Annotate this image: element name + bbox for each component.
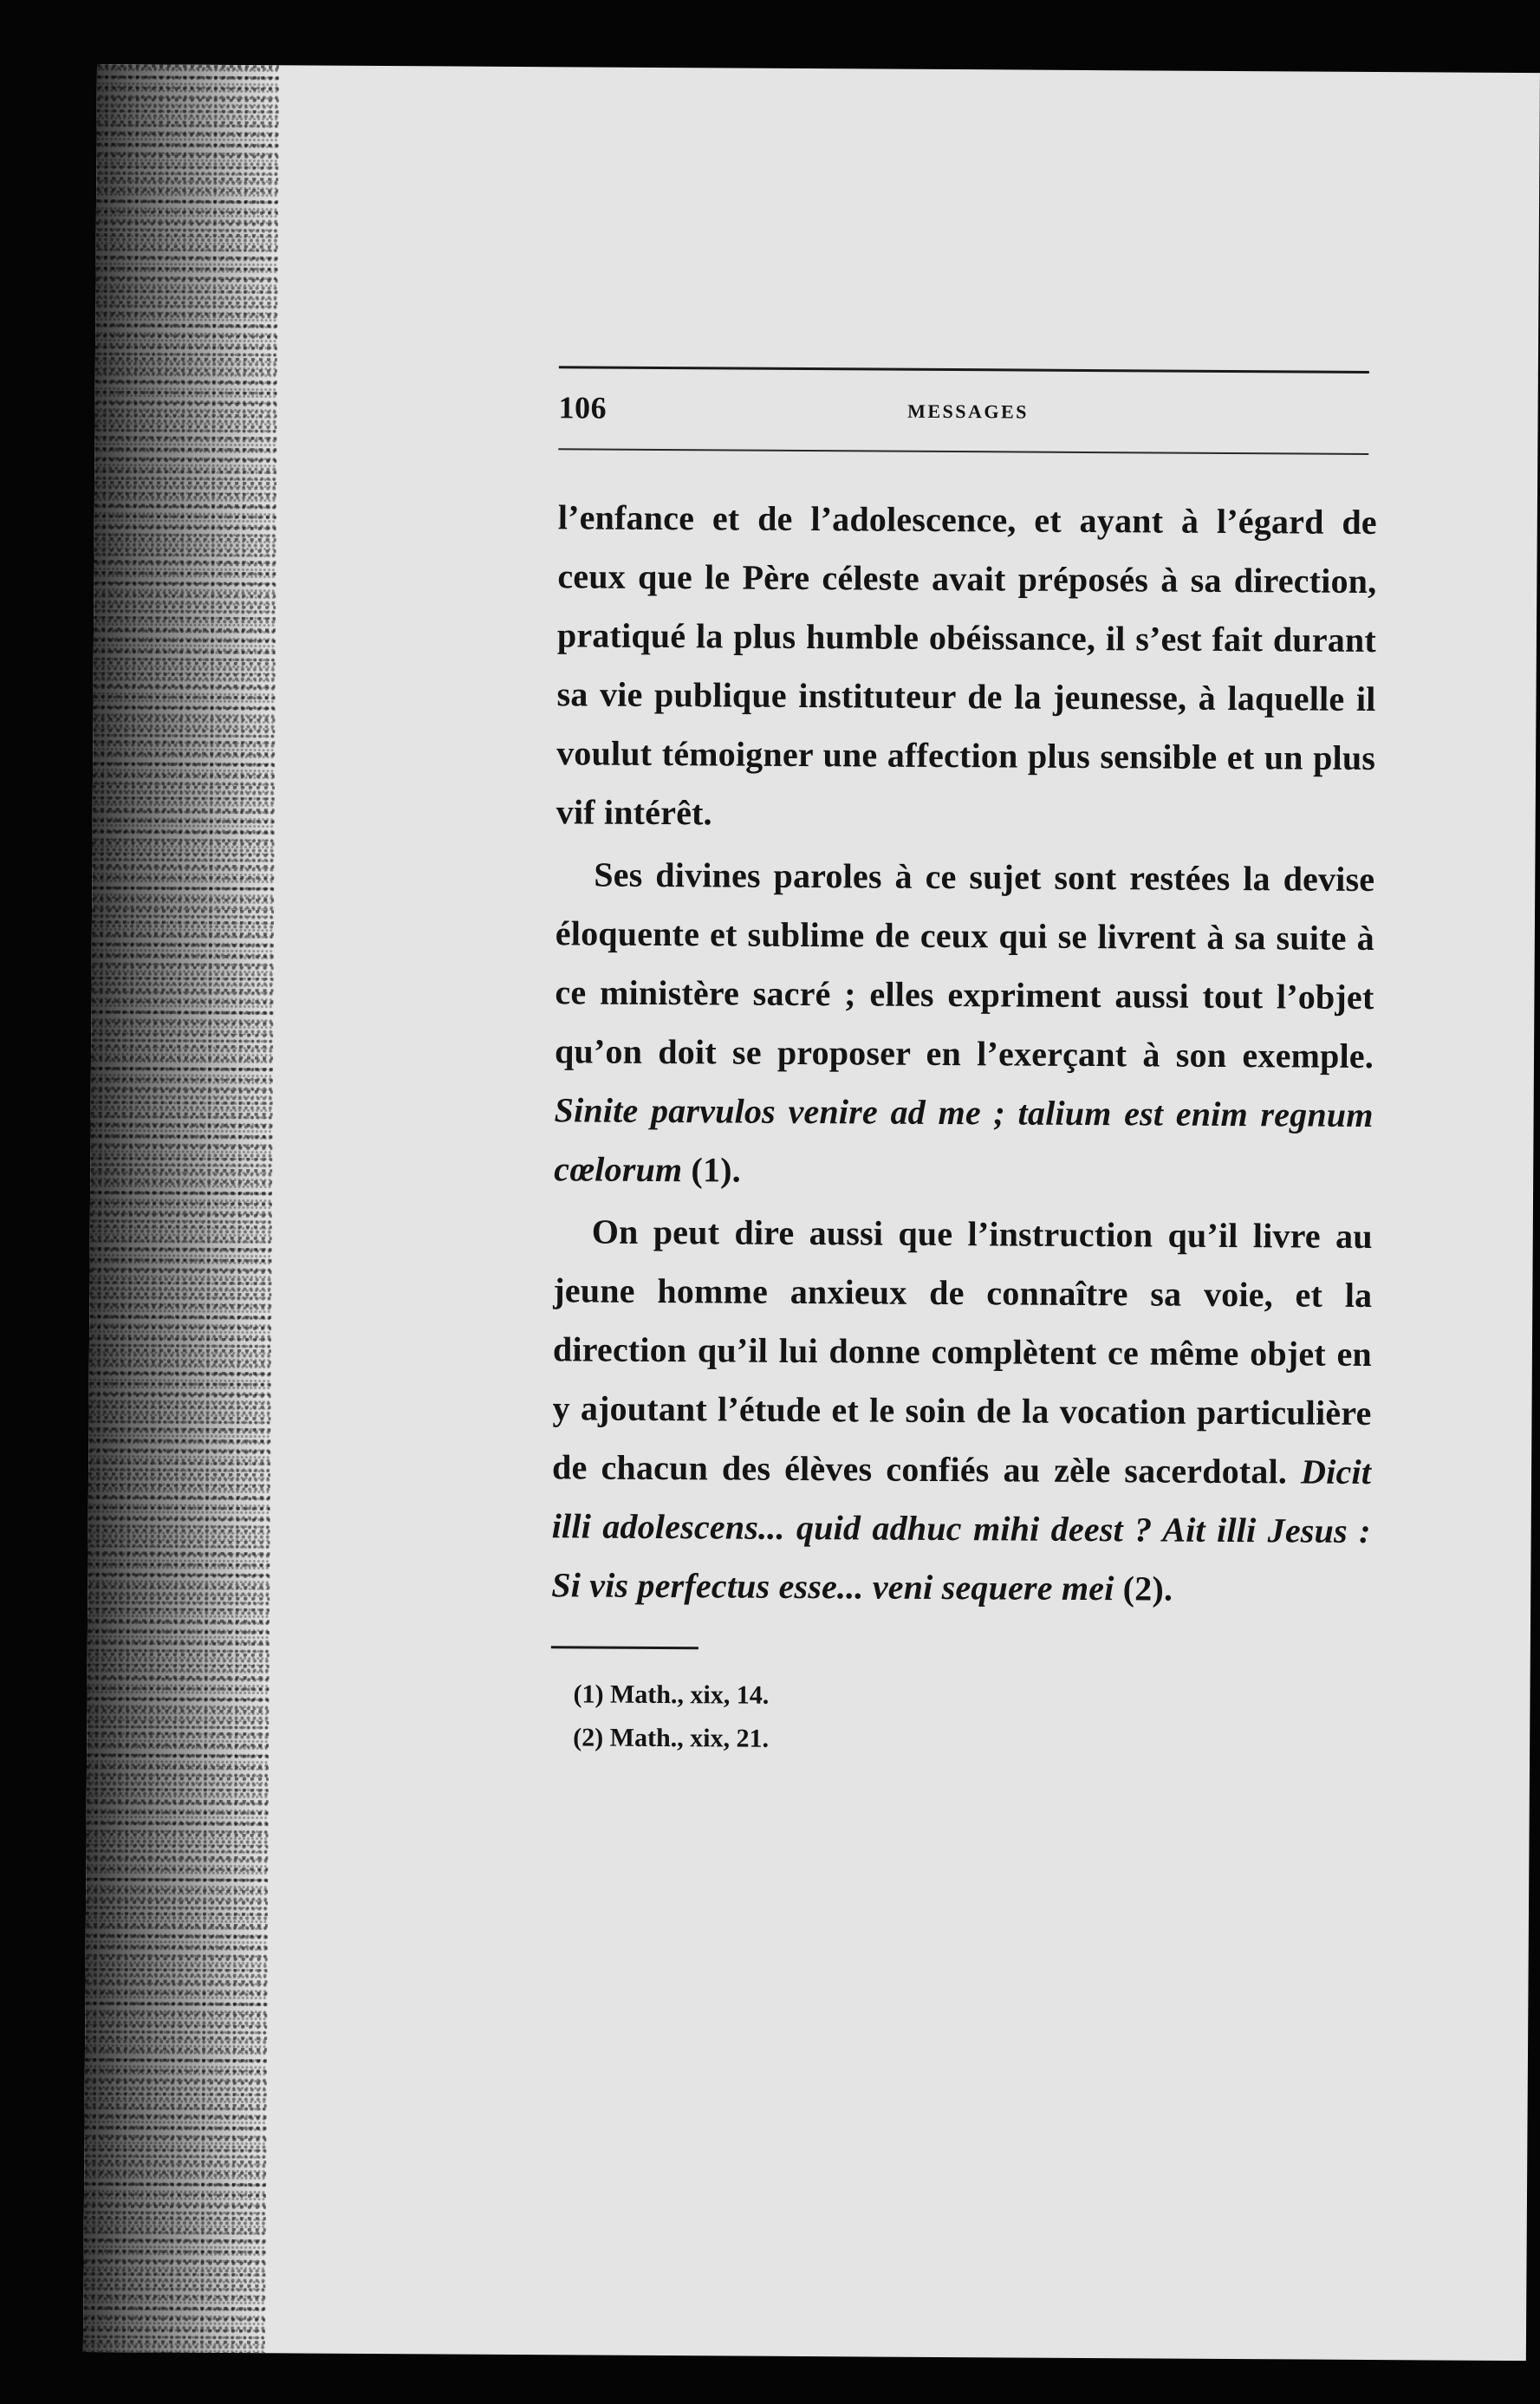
paragraph-1-text: l’enfance et de l’adolescence, et ayant à l’égard de ceux que le Père céleste avait préposés à sa direction, pratiqué la plus humble obéissance, il s’est fait durant sa vie publique instituteur de la jeunesse, à laquelle il voulut témoigner une affection plus sensible et un plus vif intérêt. — [556, 497, 1377, 833]
footnote-marker: (1) — [573, 1680, 604, 1709]
book-page — [83, 64, 1540, 2361]
body-text — [551, 488, 1377, 1620]
footnote-1 — [573, 1673, 1369, 1721]
paragraph-3-text: On peut dire aussi que l’instruction qu’il livre au jeune homme anxieux de connaître sa voie, et la direction qu’il lui donne complètent ce même objet en y ajoutant l’étude et le soin de la vocation particulière de chacun des élèves confiés au zèle sacerdotal. — [551, 1212, 1373, 1491]
footnote-text: Math., xix, 14. — [609, 1680, 770, 1710]
paragraph-2-text: Ses divines paroles à ce sujet sont restées la devise éloquente et sublime de ceux qui se livrent à sa suite à ce ministère sacré ; elles expriment aussi tout l’objet qu’on doit se proposer en l’exerçant à son exemple. — [554, 854, 1375, 1076]
footnote-ref-2: (2). — [1122, 1569, 1173, 1608]
paragraph-3 — [551, 1202, 1373, 1620]
page-number: 106 — [558, 390, 608, 426]
paragraph-1 — [556, 488, 1377, 847]
footnote-2 — [573, 1716, 1369, 1764]
latin-quote-1: Sinite parvulos venire ad me ; talium est enim regnum cœlorum — [554, 1090, 1374, 1190]
running-head: MESSAGES — [907, 400, 1030, 423]
footnote-text: Math., xix, 21. — [609, 1723, 770, 1753]
footnote-marker: (2) — [573, 1723, 604, 1752]
page-header — [558, 368, 1378, 453]
footnotes — [550, 1673, 1370, 1764]
footnote-ref-1: (1). — [691, 1150, 742, 1190]
paragraph-2 — [554, 845, 1374, 1204]
page-content — [550, 366, 1378, 1764]
binding-shadow — [83, 64, 279, 2353]
footnote-rule — [551, 1646, 699, 1649]
latin-quote-2: Dicit illi adolescens... quid adhuc mihi deest ? Ait illi Jesus : Si vis perfectus esse... veni sequere mei — [551, 1452, 1372, 1608]
